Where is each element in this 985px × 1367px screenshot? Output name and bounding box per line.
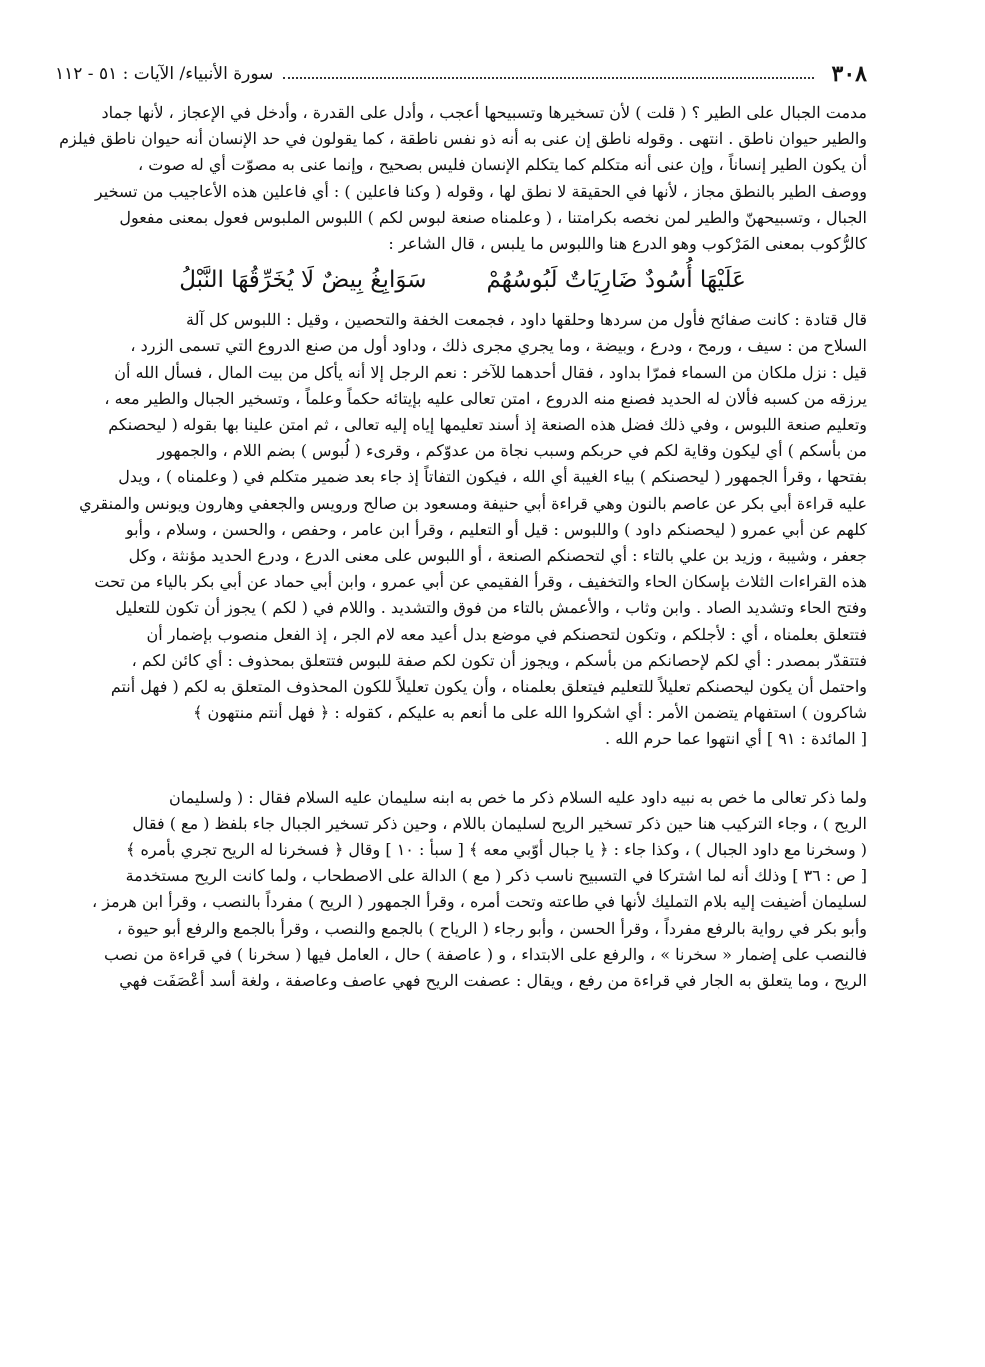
- body-line: ووصف الطير بالنطق مجاز ، لأنها في الحقيقة لا نطق لها ، وقوله ( وكنا فاعلين ) : أي فاعلين هذه الأعاجيب من تسخير: [94, 181, 867, 201]
- body-line: يرزقه من كسبه فألان له الحديد فصنع منه الدروع ، امتن تعالى عليه بإيتائه حكماً وعلماً ، وتسخير الجبال والطير معه ،: [104, 388, 867, 408]
- body-line: ( وسخرنا مع داود الجبال ) ، وكذا جاء : ﴿ يا جبال أوّبي معه ﴾ [ سبأ : ١٠ ] وقال ﴿ فسخرنا له الريح تجري بأمره ﴾: [126, 840, 867, 860]
- body-line: [ ص : ٣٦ ] وذلك أنه لما اشتركا في التسبيح ناسب ذكر ( مع ) الدالة على الاصطحاب ، ولما كانت الريح مستخدمة: [125, 866, 867, 886]
- body-line: كالرُّكوب بمعنى المَرْكوب وهو الدرع هنا واللبوس ما يلبس ، قال الشاعر :: [388, 234, 867, 254]
- body-line: فتتقدّر بمصدر : أي لكم لإحصانكم من بأسكم ، ويجوز أن تكون لكم صفة للبوس فتتعلق بمحذوف : أي كائن لكم ،: [131, 650, 867, 670]
- paragraph-spacer: [58, 753, 867, 785]
- body-line: الجبال ، وتسبيحهنّ والطير لمن نخصه بكرامتنا ، ( وعلمناه صنعة لبوس لكم ) اللبوس الملبوس فعول بمعنى مفعول: [119, 207, 867, 227]
- body-line: وتعليم صنعة اللبوس ، وفي ذلك فضل هذه الصنعة إذ أسند تعليمها إياه إليه تعالى ، ثم امتن علينا بها بقوله ( ليحصنكم: [108, 415, 867, 435]
- verse-hemistich-first: عَلَيْهَا أُسُودٌ ضَارِيَاتٌ لَبُوسُهُمْ: [486, 267, 746, 294]
- header-dot-leader: [283, 69, 813, 79]
- body-line: قال قتادة : كانت صفائح فأول من سردها وحلقها داود ، فجمعت الخفة والتحصين ، وقيل : اللبوس كل آلة: [186, 310, 867, 330]
- verse-hemistich-second: سَوَابِغُ بِيضٌ لَا يُخَرِّقُهَا النَّبْلُ: [179, 267, 427, 294]
- body-line: الريح ) ، وجاء التركيب هنا حين ذكر تسخير الريح لسليمان باللام ، وحين ذكر تسخير الجبال جاء بلفظ ( مع ) فقال: [132, 813, 867, 833]
- body-line: بفتحها ، وقرأ الجمهور ( ليحصنكم ) بياء الغيبة أي الله ، فيكون التفاتاً إذ جاء بعد ضمير متكلم في ( وعلمناه ) ، ويدل: [118, 467, 867, 487]
- page-body: [58, 100, 867, 994]
- body-line: قيل : نزل ملكان من السماء فمرّا بداود ، فقال أحدهما للآخر : نعم الرجل إلا أنه يأكل من بيت المال ، فسأل الله أن: [114, 362, 867, 382]
- body-line: عليه قراءة أبي بكر عن عاصم بالنون وهي قراءة أبي حنيفة ومسعود بن صالح ورويس والجعفي وهارون ويونس والمنقري: [79, 493, 867, 513]
- poetry-verse: [58, 263, 867, 297]
- body-line: جعفر ، وشيبة ، وزيد بن علي بالتاء : أي لتحصنكم الصنعة ، أو اللبوس على معنى الدرع ، ودرع الحديد مؤنثة ، وكل: [128, 546, 867, 566]
- body-line: ولما ذكر تعالى ما خص به نبيه داود عليه السلام ذكر ما خص به ابنه سليمان عليه السلام فقال : ( ولسليمان: [168, 787, 867, 807]
- body-line: شاكرون ) استفهام يتضمن الأمر : أي اشكروا الله على ما أنعم به عليكم ، كقوله : ﴿ فهل أنتم منتهون ﴾: [193, 703, 867, 723]
- header-title: سورة الأنبياء/ الآيات : ٥١ - ١١٢: [55, 64, 274, 84]
- body-line: كلهم عن أبي عمرو ( ليحصنكم داود ) واللبوس : قيل أو التعليم ، وقرأ ابن عامر ، وحفص ، والحسن ، وسلام ، وأبو: [125, 519, 867, 539]
- body-line: لسليمان أضيفت إليه بلام التمليك لأنها في طاعته وتحت أمره ، وقرأ الجمهور ( الريح ) مفرداً بالنصب ، وقرأ ابن هرمز ،: [91, 892, 867, 912]
- body-line: السلاح من : سيف ، ورمح ، ودرع ، وبيضة ، وما يجري مجرى ذلك ، وداود أول من صنع الدروع التي تسمى الزرد ،: [130, 336, 867, 356]
- body-line: من بأسكم ) أي ليكون وقاية لكم في حربكم وسبب نجاة من عدوّكم ، وقرىء ( لُبوس ) بضم اللام ، والجمهور: [157, 441, 867, 461]
- page-number: ٣٠٨: [831, 61, 867, 87]
- body-line: [ المائدة : ٩١ ] أي انتهوا عما حرم الله .: [605, 729, 867, 749]
- body-line: واحتمل أن يكون ليحصنكم تعليلاً للتعليم فيتعلق بعلمناه ، وأن يكون تعليلاً للكون المحذوف المتعلق به لكم ( فهل أنتم: [110, 677, 867, 697]
- running-header: [55, 58, 867, 90]
- body-line: مدمت الجبال على الطير ؟ ( قلت ) لأن تسخيرها وتسبيحها أعجب ، وأدل على القدرة ، وأدخل في الإعجاز ، لأنها جماد: [101, 103, 867, 122]
- body-line: وفتح الحاء وتشديد الصاد . وابن وثاب ، والأعمش بالتاء من فوق والتشديد . واللام في ( لكم ) يجوز أن تكون للتعليل: [115, 598, 867, 618]
- body-line: هذه القراءات الثلاث بإسكان الحاء والتخفيف ، وقرأ الفقيمي عن أبي عمرو ، وابن أبي حماد عن أبي بكر بالياء من تحت: [94, 572, 867, 592]
- body-line: فتتعلق بعلمناه ، أي : لأجلكم ، وتكون لتحصنكم في موضع بدل أعيد معه لام الجر ، إذ الفعل منصوب بإضمار أن: [146, 624, 867, 644]
- body-line: الريح ، وما يتعلق به الجار في قراءة من رفع ، ويقال : عصفت الريح فهي عاصف وعاصفة ، ولغة أسد أعْصَفَت فهي: [119, 971, 867, 991]
- body-line: فالنصب على إضمار « سخرنا » ، والرفع على الابتداء ، و ( عاصفة ) حال ، العامل فيها ( سخرنا ) في قراءة من نصب: [103, 944, 867, 964]
- body-line: أن يكون الطير إنساناً ، وإن عنى أنه متكلم كما يتكلم الإنسان فليس بصحيح ، وإنما عنى به مصوّت أي له صوت ،: [138, 155, 867, 175]
- body-line: وأبو بكر في رواية بالرفع مفرداً ، وقرأ الحسن ، وأبو رجاء ( الرياح ) بالجمع والنصب ، وقرأ بالجمع والرفع أبو حيوة ،: [116, 918, 867, 938]
- body-line: والطير حيوان ناطق . انتهى . وقوله ناطق إن عنى به أنه ذو نفس ناطقة ، كما يقولون في حد الإنسان أنه حيوان ناطق فيلزم: [59, 129, 867, 149]
